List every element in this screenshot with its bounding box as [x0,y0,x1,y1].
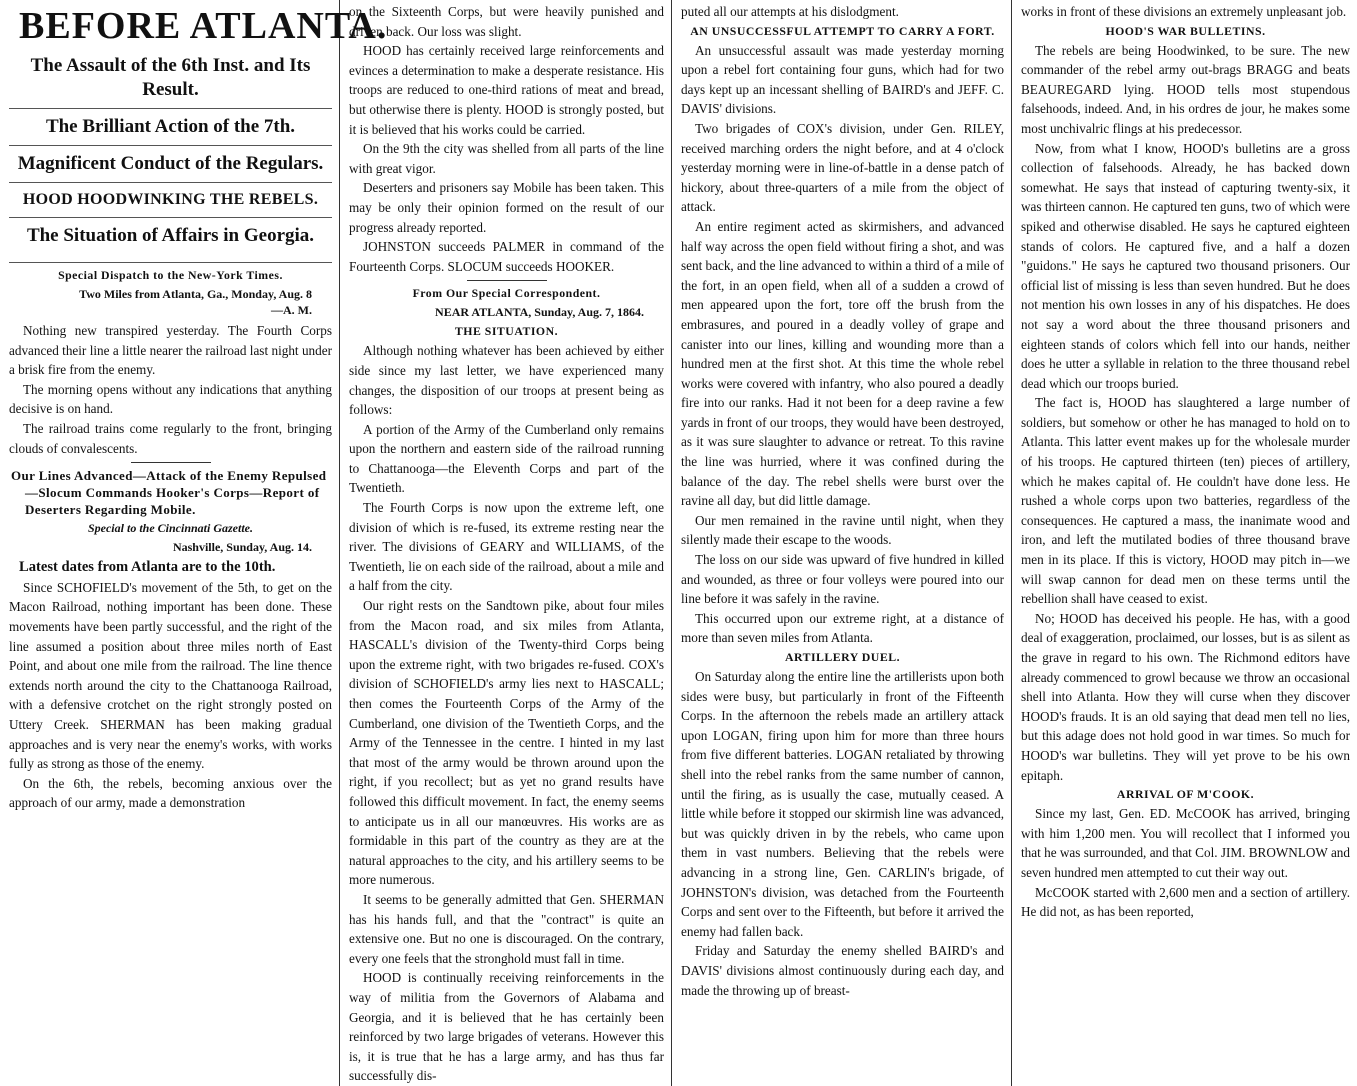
paragraph: Latest dates from Atlanta are to the 10th. [19,559,276,576]
paragraph: It seems to be generally admitted that Gen. SHERMAN has his hands full, and that the "contract" is quite an extensive one. But no one is discouraged. On the contrary, every one feels that the stronghold must fall in time. [349,891,664,966]
paragraph: This occurred upon our extreme right, at a distance of more than seven miles from Atlanta. [681,610,1004,646]
section-heading: HOOD'S WAR BULLETINS. [1105,23,1266,38]
byline: Special to the Cincinnati Gazette. [87,521,253,536]
dateline: Two Miles from Atlanta, Ga., Monday, Aug. 8—A. M. [79,287,312,317]
paragraph: The loss on our side was upward of five hundred in killed and wounded, as three or four volleys were poured into our line before it was safely in the ravine. [681,552,1004,607]
paragraph: Since my last, Gen. ED. McCOOK has arrived, bringing with him 1,200 men. You will recollect that I informed you that he was surrounded, and that Col. JIM. BROWNLOW and seven hundred men attempted to cut their way out. [1021,806,1350,880]
paragraph: The railroad trains come regularly to the front, bringing clouds of convalescents. [9,420,332,456]
headline: Magnificent Conduct of the Regulars. [9,145,332,176]
paragraph: HOOD is continually receiving reinforcements in the way of militia from the Governors of Alabama and Georgia, and it is believed that he has certainly been reinforced by two large brigades of veterans. However this is, it is true that he has a large army, and has thus far successfully dis- [349,970,664,1084]
paragraph: No; HOOD has deceived his people. He has, with a good deal of exaggeration, proclaimed, our losses, but is as silent as the grave in regard to his own. The Richmond editors have already commenced to growl because we throw an occasional shell into Atlanta. How they will curse when they discover HOOD's frauds. It is an old saying that dead men tell no lies, but this adage does not hold good in war times. So much for HOOD's war bulletins. They will yet prove to be his own epitaph. [1021,610,1350,783]
paragraph: Although nothing whatever has been achieved by either side since my last letter, we have experienced many changes, the disposition of our troops at present being as follows: [349,343,664,418]
paragraph: The rebels are being Hoodwinked, to be sure. The new commander of the rebel army out-brags BRAGG and beats BEAUREGARD lying. HOOD tells most stupendous falsehoods, indeed. And, in his ordres de jour, he makes some most unchivalric flings at his predecessor. [1021,42,1350,136]
dateline: NEAR ATLANTA, Sunday, Aug. 7, 1864. [435,305,644,320]
section-heading: ARRIVAL OF M'COOK. [1116,787,1255,802]
section-heading: From Our Special Correspondent. [412,286,601,301]
divider [9,262,332,263]
section-heading: AN UNSUCCESSFUL ATTEMPT TO CARRY A FORT. [690,23,995,38]
paragraph: On the 9th the city was shelled from all parts of the line with great vigor. [349,141,664,176]
paragraph: On the 6th, the rebels, becoming anxious over the approach of our army, made a demonstration [9,775,332,811]
headline: The Brilliant Action of the 7th. [9,108,332,139]
section-heading: THE SITUATION. [454,324,559,339]
headline: The Assault of the 6th Inst. and Its Result. [30,55,311,100]
paragraph: The fact is, HOOD has slaughtered a large number of soldiers, but somehow or other he has managed to hold on to Atlanta. This latter event makes up for the wholesale murder of his troops. He captured thirteen (ten) pieces of artillery, which he makes capital of. He couldn't have done less. He rushed a whole corps upon two batteries, regardless of the consequences. He captured a mass, the inanimate wood and iron, and left the mutilated bodies of three thousand brave men in its place. If this is victory, HOOD may pitch in—we will swap cannon for dead men on these terms until the rebellion shall have ceased to exist. [1021,395,1350,607]
paragraph: The Fourth Corps is now upon the extreme left, one division of which is re-fused, its extreme resting near the river. The divisions of GEARY and WILLIAMS, of the Twentieth, lie on each side of the railroad, about a mile and a half from the city. [349,500,664,594]
paragraph: works in front of these divisions an extremely unpleasant job. [1021,4,1347,19]
subheadline: Our Lines Advanced—Attack of the Enemy Repulsed—Slocum Commands Hooker's Corps—Report of Deserters Regarding Mobile. [11,468,327,518]
paragraph: on the Sixteenth Corps, but were heavily punished and driven back. Our loss was slight. [349,4,664,39]
paragraph: Friday and Saturday the enemy shelled BAIRD's and DAVIS' divisions almost continuously during each day, and made the throwing up of breast- [681,943,1004,998]
divider [467,280,547,281]
paragraph: JOHNSTON succeeds PALMER in command of the Fourteenth Corps. SLOCUM succeeds HOOKER. [349,239,664,274]
divider [131,462,211,463]
paragraph: The morning opens without any indications that anything decisive is on hand. [9,381,332,417]
paragraph: An entire regiment acted as skirmishers, and advanced half way across the open field without firing a shot, and was sent back, and the line advanced to within a third of a mile of the fort, in an open field, when all of a sudden a crowd of men appeared upon the fort, tore off the brush from the embrasures, and poured in a deadly volley of grape and canister into our lines, killing and wounding more than a hundred men at the first shot. At this time the whole rebel works were covered with infantry, who also poured a deadly fire into our ranks. Had it not been for a deep ravine a few yards in front of our troops, they would have been destroyed, as it was sure slaughter to advance or retreat. To this ravine the line was hurried, where it was confined during the balance of the day. The rebel shells were burst over the ravine all day, but did little damage. [681,218,1004,509]
column-3 [672,0,1012,1086]
paragraph: A portion of the Army of the Cumberland only remains upon the northern and eastern side of the railroad running to Chattanooga—the Eleventh Corps and part of the Twentieth. [349,421,664,496]
column-2 [340,0,672,1086]
column-4 [1012,0,1357,1086]
paragraph: Since SCHOFIELD's movement of the 5th, to get on the Macon Railroad, nothing important has been done. These movements have been partly successful, and the right of the line assumed a position about three miles north of East Point, and about one mile from the railroad. The line thence extends north around the city to the Chattanooga Railroad, with a defensive crotchet on the right strongly posted on Uttery Creek. SHERMAN has been making gradual approaches and is very near the enemy's works, with works fully as strong as those of the enemy. [9,579,332,772]
paragraph: HOOD has certainly received large reinforcements and evinces a determination to make a desperate resistance. His troops are reduced to one-third rations of meat and bread, but otherwise there is plenty. HOOD is strongly posted, but it is believed that his works could be carried. [349,43,664,137]
paragraph: Nothing new transpired yesterday. The Fourth Corps advanced their line a little nearer the railroad last night under a brisk fire from the enemy. [9,323,332,378]
paragraph: Two brigades of COX's division, under Gen. RILEY, received marching orders the night before, and at 4 o'clock yesterday morning were in line-of-battle in a dense patch of hickory, about three-quarters of a mile from the object of attack. [681,120,1004,215]
column-1 [0,0,388,1086]
section-heading: Special Dispatch to the New-York Times. [58,268,283,282]
masthead-headline: BEFORE ATLANTA. [19,5,388,47]
paragraph: Deserters and prisoners say Mobile has been taken. This may be only their opinion formed on the result of our progress already reported. [349,180,664,235]
dateline: Nashville, Sunday, Aug. 14. [172,540,312,555]
paragraph: McCOOK started with 2,600 men and a section of artillery. He did not, as has been reported, [1021,884,1350,920]
headline: HOOD HOODWINKING THE REBELS. [9,182,332,211]
paragraph: Our men remained in the ravine until night, when they silently made their escape to the woods. [681,512,1004,548]
paragraph: On Saturday along the entire line the artillerists upon both sides were busy, but particularly in front of the Fifteenth Corps. In the afternoon the rebels made an artillery attack upon LOGAN, firing upon him for more than three hours from five different batteries. LOGAN retaliated by throwing shell into the rebel ranks from the same number of cannon, until the firing, as is usually the case, mutually ceased. A little while before it stopped our skirmish line was advanced, but was quickly driven in by the rebels, who came upon them in vast numbers. Believing that the rebels were advancing in a strong line, Gen. CARLIN's brigade, of JOHNSTON's division, was detached from the Fourteenth Corps and sent over to the Fifteenth, but before it arrived the enemy had fallen back. [681,669,1004,939]
headline: The Situation of Affairs in Georgia. [9,217,332,248]
section-heading: ARTILLERY DUEL. [784,650,901,664]
paragraph: Our right rests on the Sandtown pike, about four miles from the Macon road, and six miles from Atlanta, HASCALL's division of the Twenty-third Corps being upon the extreme right, with two brigades re-fused. COX's division of SCHOFIELD's army lies next to HASCALL; then comes the Fourteenth Corps of the Army of the Cumberland, one division of the Twentieth Corps, and the Army of the Tennessee in the centre. I hinted in my last that most of the army would be thrown around upon the right, if you recollect; but as yet no grand results have followed this difficult movement. In fact, the enemy seems to anticipate us in all our manœuvres. His works are as formidable in this part of the country as they are at the natural approaches to the city, and his artillery seems to be more numerous. [349,598,664,888]
paragraph: Now, from what I know, HOOD's bulletins are a gross collection of falsehoods. Already, he has backed down somewhat. He says that instead of capturing twenty-six, it was thirteen cannon. He captured ten guns, two of which were spiked and otherwise disabled. He says he captured eighteen stands of colors. He captured five, and a half a dozen "guidons." He says he captured two thousand prisoners. Our official list of missing is less than seven hundred. But he does not mention his own losses in any of his dispatches. He does not say a word about the three thousand prisoners and eighteen stands of colors which fell into our hands, neither does he utter a syllable in relation to the three thousand rebel dead which our troops buried. [1021,140,1350,391]
paragraph: An unsuccessful assault was made yesterday morning upon a rebel fort containing four guns, which had for two days kept up an incessant shelling of BAIRD's and JEFF. C. DAVIS' divisions. [681,42,1004,117]
paragraph: puted all our attempts at his dislodgment. [681,4,899,19]
